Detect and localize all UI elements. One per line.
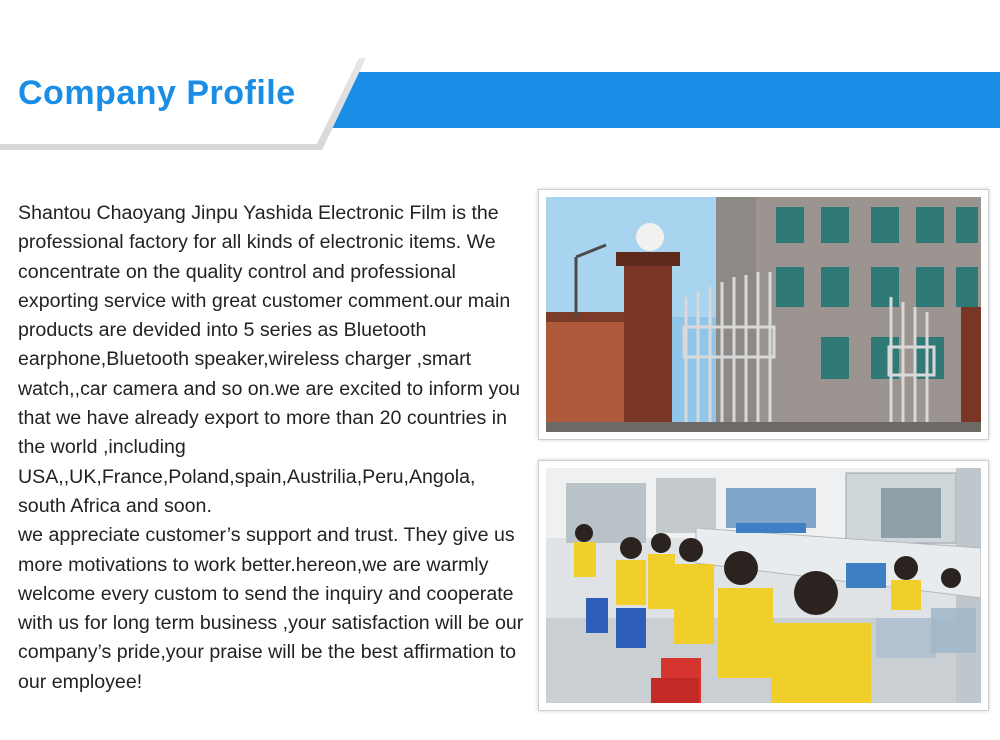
workers-assembly-line-image [546, 468, 981, 703]
profile-paragraph-2: we appreciate customer’s support and trust. They give us more motivations to work better.hereon,we are warmly welcome every custom to send the inquiry and cooperate with us for long term business ,your satisfaction will be our company’s pride,your praise will be the best affirmation to our employee! [18, 524, 524, 693]
building-exterior-image [546, 197, 981, 432]
company-profile-text [18, 199, 528, 697]
header-blue-band [300, 72, 1000, 128]
factory-building-photo [538, 189, 989, 440]
profile-paragraph-1: Shantou Chaoyang Jinpu Yashida Electronic Film is the professional factory for all kinds of electronic items. We concentrate on the quality control and professional exporting service with great customer comment.our main products are devided into 5 series as Bluetooth earphone,Bluetooth speaker,wireless charger ,smart watch,,car camera and so on.we are excited to inform you that we have already export to more than 20 countries in the world ,including USA,,UK,France,Poland,spain,Austrilia,Peru,Angola, south Africa and soon. [18, 202, 521, 517]
assembly-workshop-photo [538, 460, 989, 711]
page-title: Company Profile [18, 74, 296, 112]
header-banner [0, 0, 1000, 160]
